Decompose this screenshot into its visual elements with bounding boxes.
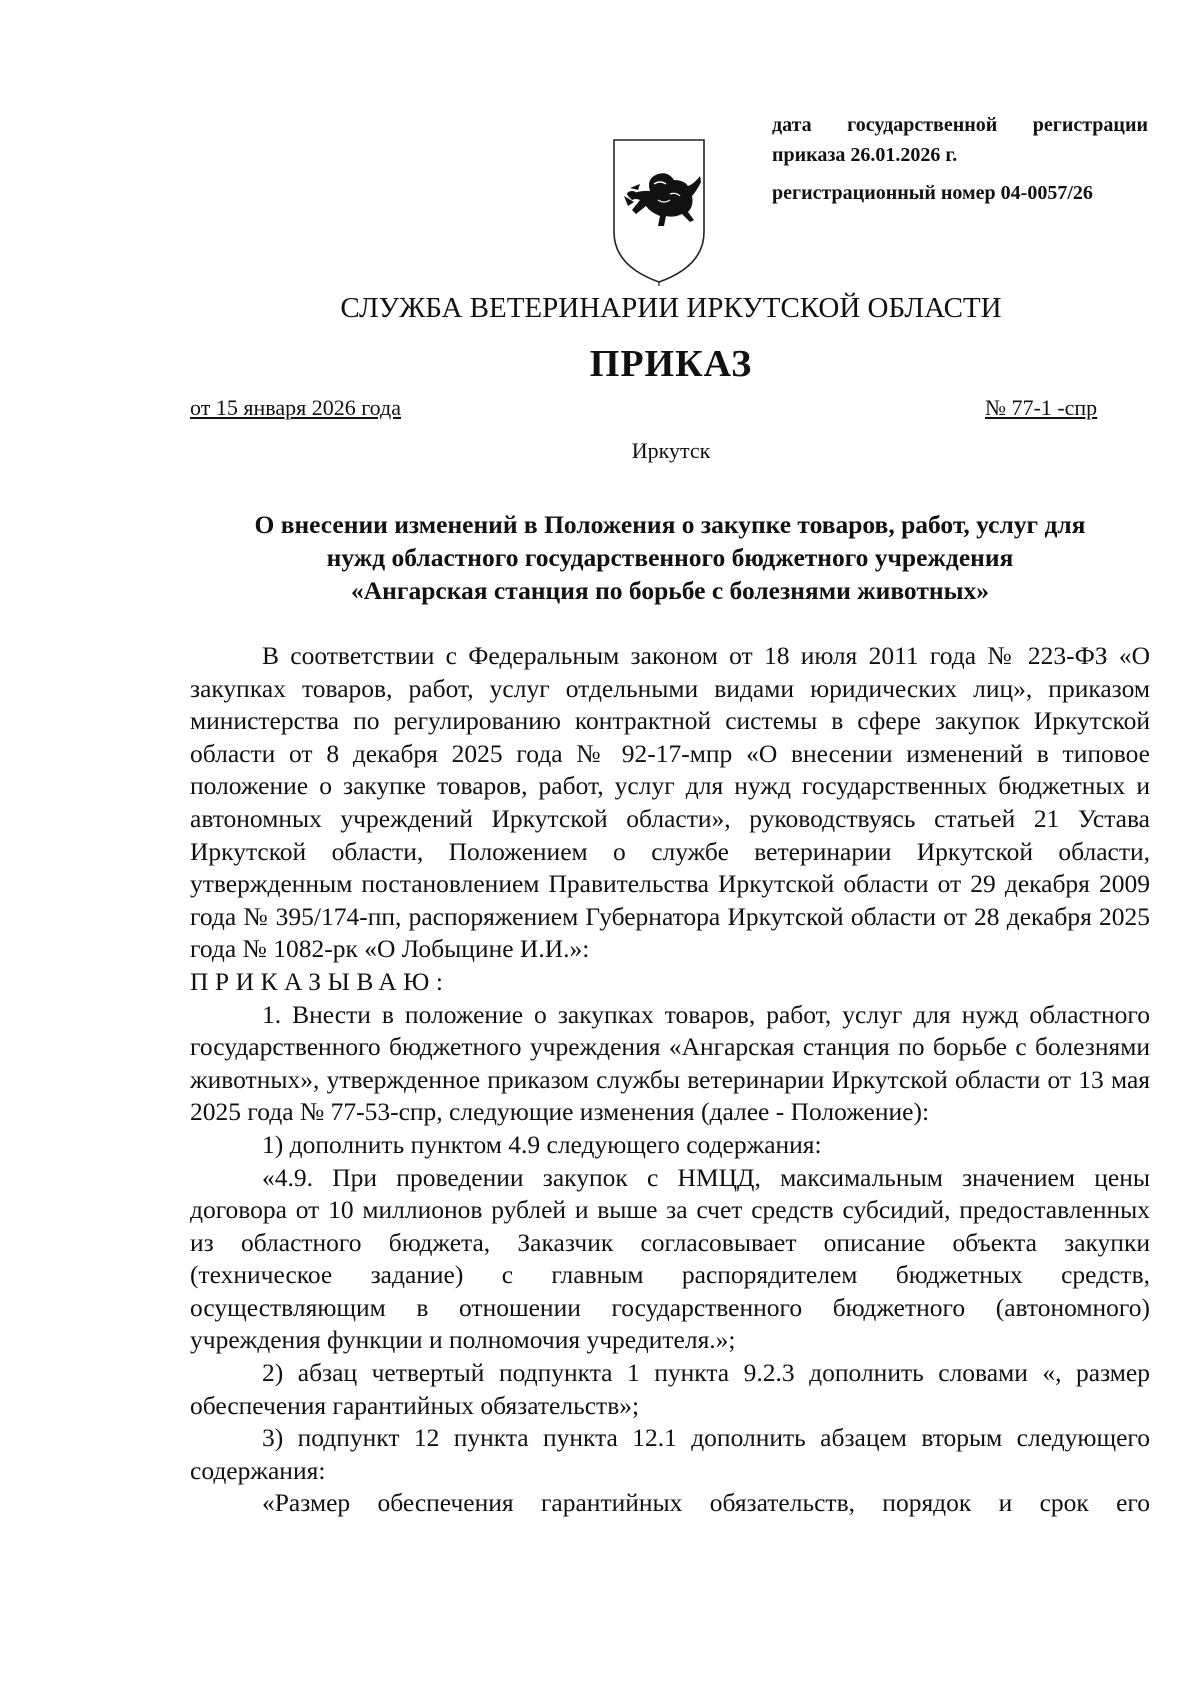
sub-item-1: 1) дополнить пунктом 4.9 следующего содержания: — [262, 1129, 822, 1159]
coat-of-arms-babr-icon — [610, 136, 708, 286]
registration-number: регистрационный номер 04-0057/26 — [772, 182, 1093, 204]
registration-date-label: дата государственной регистрации — [772, 114, 1148, 136]
document-city: Иркутск — [631, 438, 711, 463]
order-item-1: 1. Внести в положение о закупках товаров, работ, услуг для нужд областного государственного бюджетного учреждения «Ангарская станция по борьбе с болезнями животных», утвержденное приказом службы ветеринарии Иркутской области от 13 мая 2025 года № 77-53-спр, следующие изменения (далее - Положение): — [190, 999, 1150, 1127]
sub-item-2: 2) абзац четвертый подпункта 1 пункта 9.2.3 дополнить словами «, размер обеспечения гарантийных обязательств»; — [190, 1358, 1150, 1420]
preamble-paragraph: В соответствии с Федеральным законом от 18 июля 2011 года № 223-ФЗ «О закупках товаров, работ, услуг отдельными видами юридических лиц», приказом министерства по регулированию контрактной системы в сфере закупок Иркутской области от 8 декабря 2025 года № 92-17-мпр «О внесении изменений в типовое положение о закупке товаров, работ, услуг для нужд государственных бюджетных и автономных учреждений Иркутской области», руководствуясь статьей 21 Устава Иркутской области, Положением о службе ветеринарии Иркутской области, утвержденным постановлением Правительства Иркутской области от 29 декабря 2009 года № 395/174-пп, распоряжением Губернатора Иркутской области от 28 декабря 2025 года № 1082-рк «О Лобыцине И.И.»: — [190, 641, 1150, 964]
order-word: ПРИКАЗЫВАЮ: — [190, 966, 450, 996]
sub-item-1-text: «4.9. При проведении закупок с НМЦД, максимальным значением цены договора от 10 миллионов рублей и выше за счет средств субсидий, предоставленных из областного бюджета, Заказчик согласовывает описание объекта закупки (техническое задание) с главным распорядителем бюджетных средств, осуществляющим в отношении государственного бюджетного (автономного) учреждения функции и полномочия учредителя.»; — [190, 1162, 1150, 1355]
document-number: № 77-1 -спр — [985, 395, 1098, 420]
document-date: от 15 января 2026 года — [190, 395, 401, 420]
registration-date: приказа 26.01.2026 г. — [772, 144, 958, 166]
document-subject — [190, 508, 1150, 607]
sub-item-3: 3) подпункт 12 пункта пункта 12.1 дополнить абзацем вторым следующего содержания: — [190, 1423, 1150, 1485]
subject-line: «Ангарская станция по борьбе с болезнями животных» — [351, 576, 989, 605]
document-type-title: ПРИКАЗ — [589, 343, 753, 385]
subject-line: нужд областного государственного бюджетного учреждения — [326, 543, 1014, 572]
sub-item-3-text: «Размер обеспечения гарантийных обязательств, порядок и срок его — [262, 1488, 1150, 1518]
document-body — [190, 640, 1150, 1520]
registration-block — [772, 110, 1148, 208]
subject-line: О внесении изменений в Положения о закупке товаров, работ, услуг для — [254, 510, 1086, 539]
organization-name: СЛУЖБА ВЕТЕРИНАРИИ ИРКУТСКОЙ ОБЛАСТИ — [340, 292, 1002, 324]
